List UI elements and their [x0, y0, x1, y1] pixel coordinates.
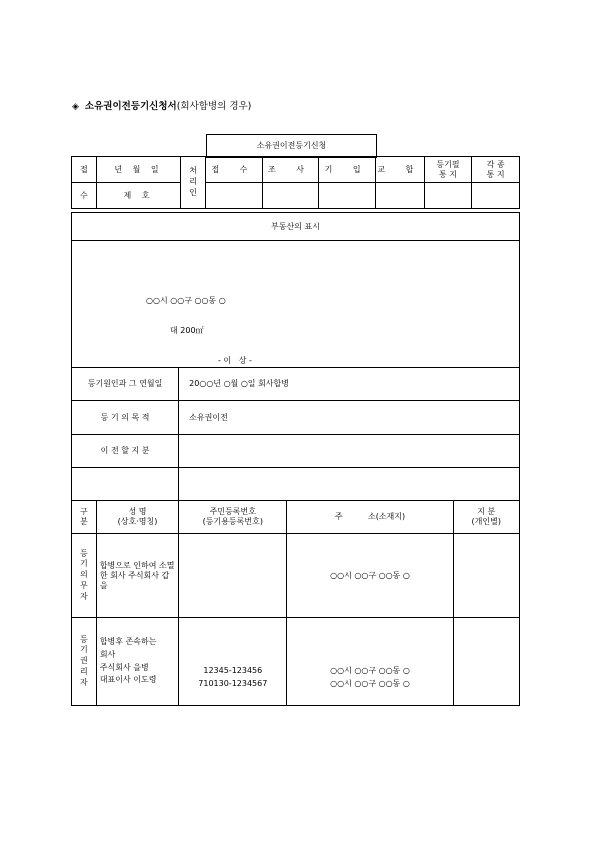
- holder-label: 등 기 권 리 자: [72, 618, 97, 706]
- persons-col-share: [453, 501, 520, 534]
- col-receipt: 접 수: [206, 157, 263, 183]
- holder-id2: 710130-1234567: [198, 679, 268, 689]
- holder-name-l2: 회사: [99, 649, 116, 659]
- col-name-sub: (상호·명칭): [117, 517, 158, 526]
- proc-label: 처 리 인: [181, 157, 206, 209]
- holder-id: [179, 618, 287, 706]
- diamond-icon: ◈: [72, 102, 79, 112]
- row-share-label: 이 전 할 지 분: [72, 435, 179, 468]
- holder-addr1: ○○시 ○○구 ○○동 ○: [330, 666, 410, 676]
- no-label: 제 호: [96, 183, 180, 209]
- holder-share: [453, 618, 520, 706]
- holder-name: [96, 618, 178, 706]
- main-form-table: [71, 212, 520, 706]
- row-purpose-value: 소유권이전: [179, 401, 520, 435]
- obligor-label: 등 기 의 무 자: [72, 534, 97, 618]
- obligor-address: ○○시 ○○구 ○○동 ○: [287, 534, 453, 618]
- col-share-sub: (개인별): [471, 517, 501, 526]
- receipt-header: 소유권이전등기신청: [207, 135, 377, 158]
- property-line3: - 이 상 -: [218, 356, 252, 365]
- receipt-left-bottom: 수: [72, 183, 97, 209]
- holder-name-l1: 합병후 존속하는: [99, 636, 157, 646]
- col-review: 조 사: [262, 157, 319, 183]
- cell-entry: [319, 183, 376, 209]
- persons-col-id: [179, 501, 287, 534]
- row-blank-value: [179, 468, 520, 501]
- col-entry: 기 입: [319, 157, 376, 183]
- document-title: [72, 98, 251, 112]
- obligor-share: [453, 534, 520, 618]
- cell-notice-misc: [472, 183, 520, 209]
- holder-address: [287, 618, 453, 706]
- col-check: 교 합: [375, 157, 424, 183]
- cell-notice-reg: [424, 183, 472, 209]
- property-line1: ○○시 ○○구 ○○동 ○: [146, 296, 226, 305]
- row-blank-label: [72, 468, 179, 501]
- property-body: [72, 241, 520, 368]
- cell-check: [375, 183, 424, 209]
- receipt-left-top: 접: [72, 157, 97, 183]
- cell-receipt: [206, 183, 263, 209]
- holder-addr2: ○○시 ○○구 ○○동 ○: [330, 679, 410, 689]
- title-sub: (회사합병의 경우): [176, 101, 252, 112]
- persons-col-category: 구 분: [72, 501, 97, 534]
- col-notice-misc: 각 종 통 지: [472, 157, 520, 183]
- col-id-sub: (등기용등록번호): [202, 517, 263, 526]
- holder-name-l4: 대표이사 이도령: [99, 675, 157, 685]
- persons-col-name: [96, 501, 178, 534]
- row-cause-label: 등기원인과 그 연월일: [72, 368, 179, 401]
- row-cause-value: 20○○년 ○월 ○일 회사합병: [179, 368, 520, 401]
- property-line2: 대 200㎡: [170, 326, 204, 335]
- date-label: 년 월 일: [96, 157, 180, 183]
- property-header: 부동산의 표시: [72, 213, 520, 241]
- receipt-table: [71, 156, 520, 209]
- holder-id1: 12345-123456: [203, 666, 263, 676]
- obligor-name: 합병으로 인하여 소멸한 회사 주식회사 갑을: [96, 534, 178, 618]
- col-notice-reg: 등기필 통 지: [424, 157, 472, 183]
- col-share-label: 지 분: [477, 507, 496, 516]
- persons-col-address: 주 소(소재지): [287, 501, 453, 534]
- title-main: 소유권이전등기신청서: [84, 101, 177, 112]
- row-purpose-label: 등 기 의 목 적: [72, 401, 179, 435]
- obligor-id: [179, 534, 287, 618]
- receipt-header-box: [206, 134, 377, 158]
- col-id-label: 주민등록번호: [209, 507, 256, 516]
- holder-name-l3: 주식회사 을병: [99, 662, 149, 672]
- row-share-value: [179, 435, 520, 468]
- col-name-label: 성 명: [128, 507, 147, 516]
- cell-review: [262, 183, 319, 209]
